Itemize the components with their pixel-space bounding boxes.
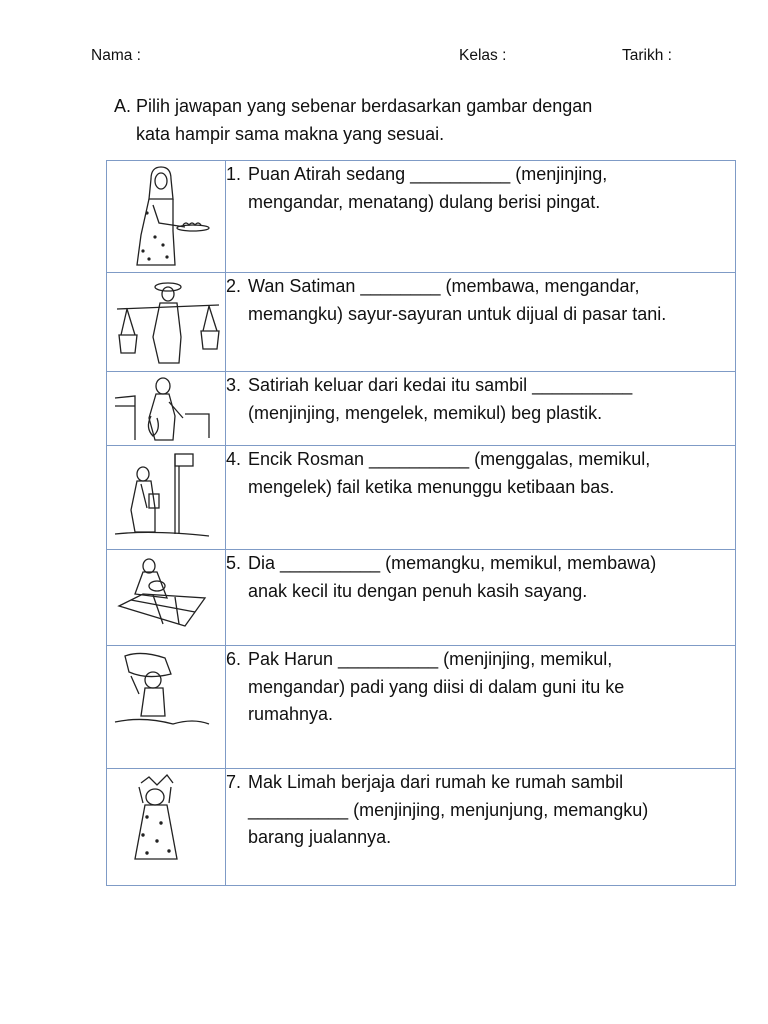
question-5-number: 5.: [226, 553, 242, 573]
question-7-line-2: __________ (menjinjing, menjunjung, memangku): [248, 799, 649, 820]
question-4-line-2: mengelek) fail ketika menunggu ketibaan bas.: [248, 476, 615, 497]
question-row-6: [107, 646, 736, 769]
question-row-5: [107, 550, 736, 646]
question-1-line-2: mengandar, menatang) dulang berisi pingat.: [248, 191, 601, 212]
question-6-line-3: rumahnya.: [248, 704, 334, 724]
question-3: [226, 372, 736, 446]
man-carrying-baskets-icon: [113, 277, 221, 367]
question-6: [226, 646, 736, 769]
question-6-line-1: Pak Harun __________ (menjinjing, memikul,: [248, 649, 613, 669]
question-3-line-2: (menjinjing, mengelek, memikul) beg plastik.: [248, 402, 603, 423]
question-7-line-3: barang jualannya.: [248, 827, 392, 847]
question-2-line-1: Wan Satiman ________ (membawa, mengandar,: [248, 276, 640, 296]
question-3-picture: [107, 372, 226, 446]
question-row-4: [107, 446, 736, 550]
instruction-number: A.: [114, 96, 132, 116]
question-row-1: [107, 161, 736, 273]
question-3-number: 3.: [226, 375, 242, 395]
question-7-picture: [107, 769, 226, 886]
question-2-picture: [107, 273, 226, 372]
question-6-line-2: mengandar) padi yang diisi di dalam guni itu ke: [248, 676, 625, 697]
instruction-line-2: kata hampir sama makna yang sesuai.: [136, 124, 445, 144]
question-7-number: 7.: [226, 772, 242, 792]
question-5: [226, 550, 736, 646]
question-4: [226, 446, 736, 550]
question-5-picture: [107, 550, 226, 646]
instruction: [114, 92, 592, 148]
woman-holding-child-icon: [113, 554, 213, 630]
question-4-number: 4.: [226, 449, 242, 469]
question-7-line-1: Mak Limah berjaja dari rumah ke rumah sambil: [248, 772, 624, 792]
question-2-line-2: memangku) sayur-sayuran untuk dijual di pasar tani.: [248, 303, 667, 324]
question-1: [226, 161, 736, 273]
question-2: [226, 273, 736, 372]
girl-carrying-bag-icon: [113, 376, 213, 442]
question-row-3: [107, 372, 736, 446]
class-label: Kelas :: [459, 47, 507, 64]
question-7: [226, 769, 736, 886]
instruction-line-1: Pilih jawapan yang sebenar berdasarkan gambar dengan: [136, 96, 593, 116]
question-3-line-1: Satiriah keluar dari kedai itu sambil __________: [248, 375, 633, 395]
question-row-7: [107, 769, 736, 886]
worksheet-table: [106, 160, 736, 886]
question-row-2: [107, 273, 736, 372]
question-2-number: 2.: [226, 276, 242, 296]
woman-holding-tray-icon: [113, 165, 213, 269]
question-1-line-1: Puan Atirah sedang __________ (menjinjing,: [248, 164, 608, 184]
man-at-bus-stop-icon: [113, 450, 213, 546]
woman-carrying-on-head-icon: [113, 773, 213, 867]
date-label: Tarikh :: [622, 47, 672, 64]
question-5-line-2: anak kecil itu dengan penuh kasih sayang.: [248, 580, 588, 601]
question-1-picture: [107, 161, 226, 273]
question-6-picture: [107, 646, 226, 769]
name-label: Nama :: [91, 47, 141, 64]
question-5-line-1: Dia __________ (memangku, memikul, membawa): [248, 553, 657, 573]
question-1-number: 1.: [226, 164, 242, 184]
question-4-picture: [107, 446, 226, 550]
question-6-number: 6.: [226, 649, 242, 669]
question-4-line-1: Encik Rosman __________ (menggalas, memikul,: [248, 449, 651, 469]
man-carrying-sack-icon: [113, 650, 213, 734]
